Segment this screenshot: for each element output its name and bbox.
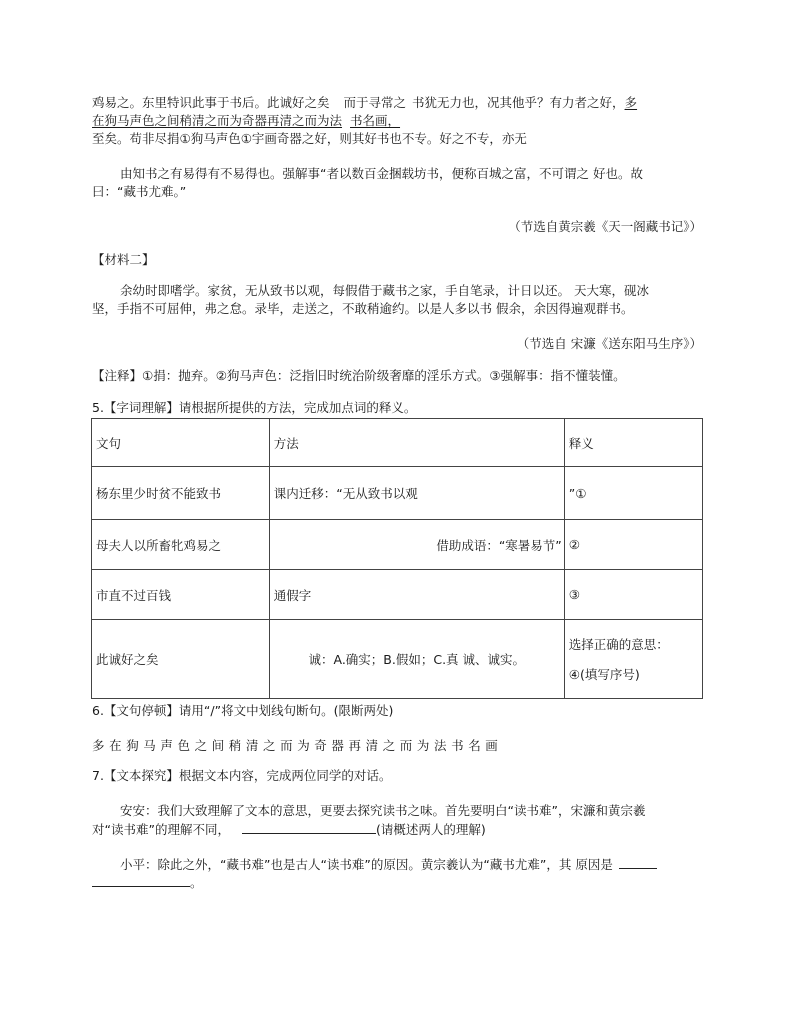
passage1-line1b: 而于寻常之 <box>343 95 407 110</box>
passage1-line3: 至矣。苟非尽捐①狗马声色①宇画奇器之好，则其好书也不专。好之不专，亦无 <box>92 131 527 146</box>
row-meaning[interactable]: ③ <box>564 570 702 620</box>
q5-title: 5.【字词理解】请根据所提供的方法，完成加点词的释义。 <box>92 400 417 415</box>
passage1-line1d: 多 <box>624 95 638 110</box>
material2-source: （节选自 宋濂《送东阳马生序》） <box>516 336 702 351</box>
row-sentence: 此诚好之矣 <box>92 620 270 699</box>
meaning-line2: ④(填写序号) <box>568 667 640 682</box>
passage1-line1a: 鸡易之。东里特识此事于书后。此诚好之矣 <box>92 95 330 110</box>
table-row <box>92 520 703 570</box>
q7-title: 7.【文本探究】根据文本内容，完成两位同学的对话。 <box>92 768 392 783</box>
annotation-note: 【注释】①捐：抛弃。②狗马声色：泛指旧时统治阶级奢靡的淫乐方式。③强解事：指不懂装懂。 <box>92 368 626 383</box>
passage1-line2 <box>92 113 400 129</box>
row-meaning[interactable] <box>564 620 702 699</box>
table-row <box>92 467 703 520</box>
material2-line2: 坚，手指不可屈伸，弗之怠。录毕，走送之，不敢稍逾约。以是人多以书 假余，余因得遍观群书。 <box>92 301 634 316</box>
q6-title: 6.【文句停顿】请用“/”将文中划线句断句。(限断两处) <box>92 703 394 718</box>
q6-sequence[interactable]: 多在狗马声色之间稍清之而为奇器再清之而为法书名画 <box>92 738 503 753</box>
row-meaning[interactable]: ② <box>564 520 702 570</box>
passage1-source: （节选自黄宗羲《天一阁藏书记》） <box>508 219 702 234</box>
passage1-para2-line1: 由知书之有易得有不易得也。强解事“者以数百金捆载坊书，便称百城之富，不可谓之 好也。故 <box>120 166 643 181</box>
answer-blank[interactable] <box>92 874 190 887</box>
underlined-sentence: 在狗马声色之间稍清之而为奇器再清之而为法 <box>92 113 343 128</box>
q7-xiaoping-text: 小平：除此之外，“藏书难”也是古人“读书难”的原因。黄宗羲认为“藏书尤难”，其 原因是 <box>120 857 613 872</box>
header-method: 方法 <box>269 419 564 467</box>
passage1-line1 <box>92 95 637 111</box>
answer-blank[interactable] <box>242 821 376 834</box>
q7-anan-line1: 安安：我们大致理解了文本的意思，更要去探究读书之味。首先要明白“读书难”，宋濂和黄宗羲 <box>120 803 646 818</box>
table-row <box>92 570 703 620</box>
row-method: 诚：A.确实；B.假如；C.真 诚、诚实。 <box>269 620 564 699</box>
row-sentence: 杨东里少时贫不能致书 <box>92 467 270 520</box>
q7-xiaoping-line2 <box>92 874 203 891</box>
row-method: 通假字 <box>269 570 564 620</box>
row-sentence: 市直不过百钱 <box>92 570 270 620</box>
q7-xiaoping-end: 。 <box>190 875 203 890</box>
header-sentence: 文句 <box>92 419 270 467</box>
q7-anan-line2b: (请概述两人的理解) <box>375 822 486 837</box>
material2-line1: 余幼时即嗜学。家贫，无从致书以观，每假借于藏书之家，手自笔录，计日以还。 天大寒，砚冰 <box>120 283 649 298</box>
material2-heading: 【材料二】 <box>92 252 155 267</box>
q7-xiaoping-line1 <box>120 856 657 873</box>
q7-anan-line2a: 对“读书难”的理解不同， <box>92 822 230 837</box>
table-header-row <box>92 419 703 467</box>
answer-blank[interactable] <box>619 856 657 869</box>
header-meaning: 释义 <box>564 419 702 467</box>
meaning-line1: 选择正确的意思： <box>568 637 669 652</box>
q5-table <box>91 418 703 699</box>
row-method: 课内迁移：“无从致书以观 <box>269 467 564 520</box>
row-meaning[interactable]: ”① <box>564 467 702 520</box>
passage1-para2-line2: 曰：“藏书尤难。” <box>92 184 187 199</box>
table-row <box>92 620 703 699</box>
row-sentence: 母夫人以所畜牝鸡易之 <box>92 520 270 570</box>
row-method: 借助成语：“寒暑易节” <box>269 520 564 570</box>
q7-anan-line2 <box>92 821 486 838</box>
passage1-line1c: 书犹无力也，况其他乎？有力者之好， <box>412 95 625 110</box>
passage1-line2-end: 书名画， <box>350 113 401 128</box>
